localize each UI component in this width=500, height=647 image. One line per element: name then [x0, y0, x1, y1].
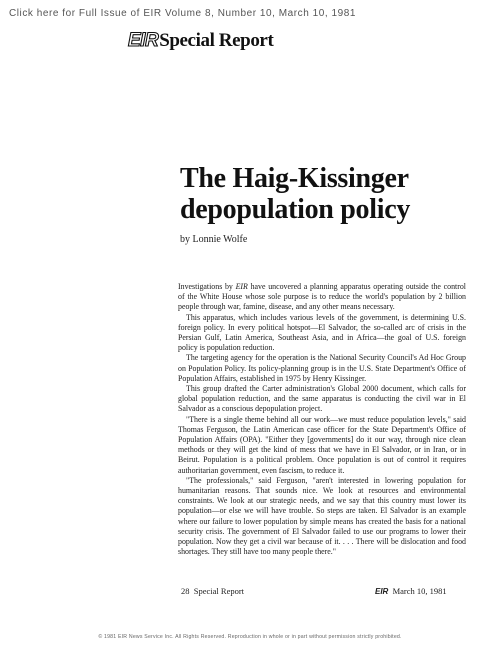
- paragraph-5: "There is a single theme behind all our work—we must reduce population levels," said Thomas Ferguson, the Latin American case officer for the State Department's Office of Population Affairs (OPA). "Either they [governments] do it our way, through nice clean methods or they will get the kind of mess that we have in El Salvador, or in Iran, or in Beirut. Population is a political problem. Once population is out of control it requires authoritarian government, even fascism, to reduce it.: [178, 414, 466, 475]
- footer-date: March 10, 1981: [392, 586, 447, 596]
- article-body: [178, 282, 466, 557]
- copyright-notice: © 1981 EIR News Service Inc. All Rights Reserved. Reproduction in whole or in part without permission strictly prohibited.: [98, 634, 402, 640]
- eir-logo: EIR: [128, 30, 159, 51]
- eir-emphasis: EIR: [235, 282, 248, 291]
- page-number: 28: [181, 586, 190, 596]
- paragraph-4: This group drafted the Carter administration's Global 2000 document, which calls for global population reduction, and the same apparatus is conducting the civil war in El Salvador as a conscious depopulation project.: [178, 384, 466, 414]
- footer-left: [181, 586, 244, 596]
- paragraph-3: The targeting agency for the operation is the National Security Council's Ad Hoc Group on Population Policy. Its policy-planning group is in the U.S. State Department's Office of Population Affairs, established in 1975 by Henry Kissinger.: [178, 353, 466, 383]
- section-title: Special Report: [159, 30, 274, 51]
- full-issue-link[interactable]: Click here for Full Issue of EIR Volume 8, Number 10, March 10, 1981: [9, 8, 356, 19]
- article-title: [180, 163, 410, 225]
- paragraph-6: "The professionals," said Ferguson, "aren't interested in lowering population for humanitarian reasons. That sounds nice. We look at resources and environmental constraints. We look at our strategic needs, and we say that this country must lower its population—or else we will have trouble. So steps are taken. El Salvador is an example where our failure to lower population by simple means has created the basis for a national security crisis. The government of El Salvador failed to use our programs to lower their population. Now they get a civil war because of it. . . . There will be dislocation and food shortages. They still have too many people there.": [178, 475, 466, 557]
- byline: by Lonnie Wolfe: [180, 234, 248, 245]
- footer-publication: EIR: [375, 587, 389, 596]
- footer-right: [375, 586, 447, 596]
- title-line-2: depopulation policy: [180, 194, 411, 225]
- paragraph-2: This apparatus, which includes various levels of the government, is determining U.S. foreign policy. In every political hotspot—El Salvador, the so-called arc of crisis in the Persian Gulf, Latin America, Southeast Asia, and in Africa—the goal of U.S. foreign policy is population reduction.: [178, 312, 466, 353]
- paragraph-1: Investigations by EIR have uncovered a planning apparatus operating outside the control of the White House whose sole purpose is to reduce the world's population by 2 billion people through war, famine, disease, and any other means necessary.: [178, 282, 466, 312]
- footer-section: Special Report: [193, 586, 245, 596]
- title-line-1: The Haig-Kissinger: [180, 163, 409, 194]
- section-header: [128, 30, 273, 52]
